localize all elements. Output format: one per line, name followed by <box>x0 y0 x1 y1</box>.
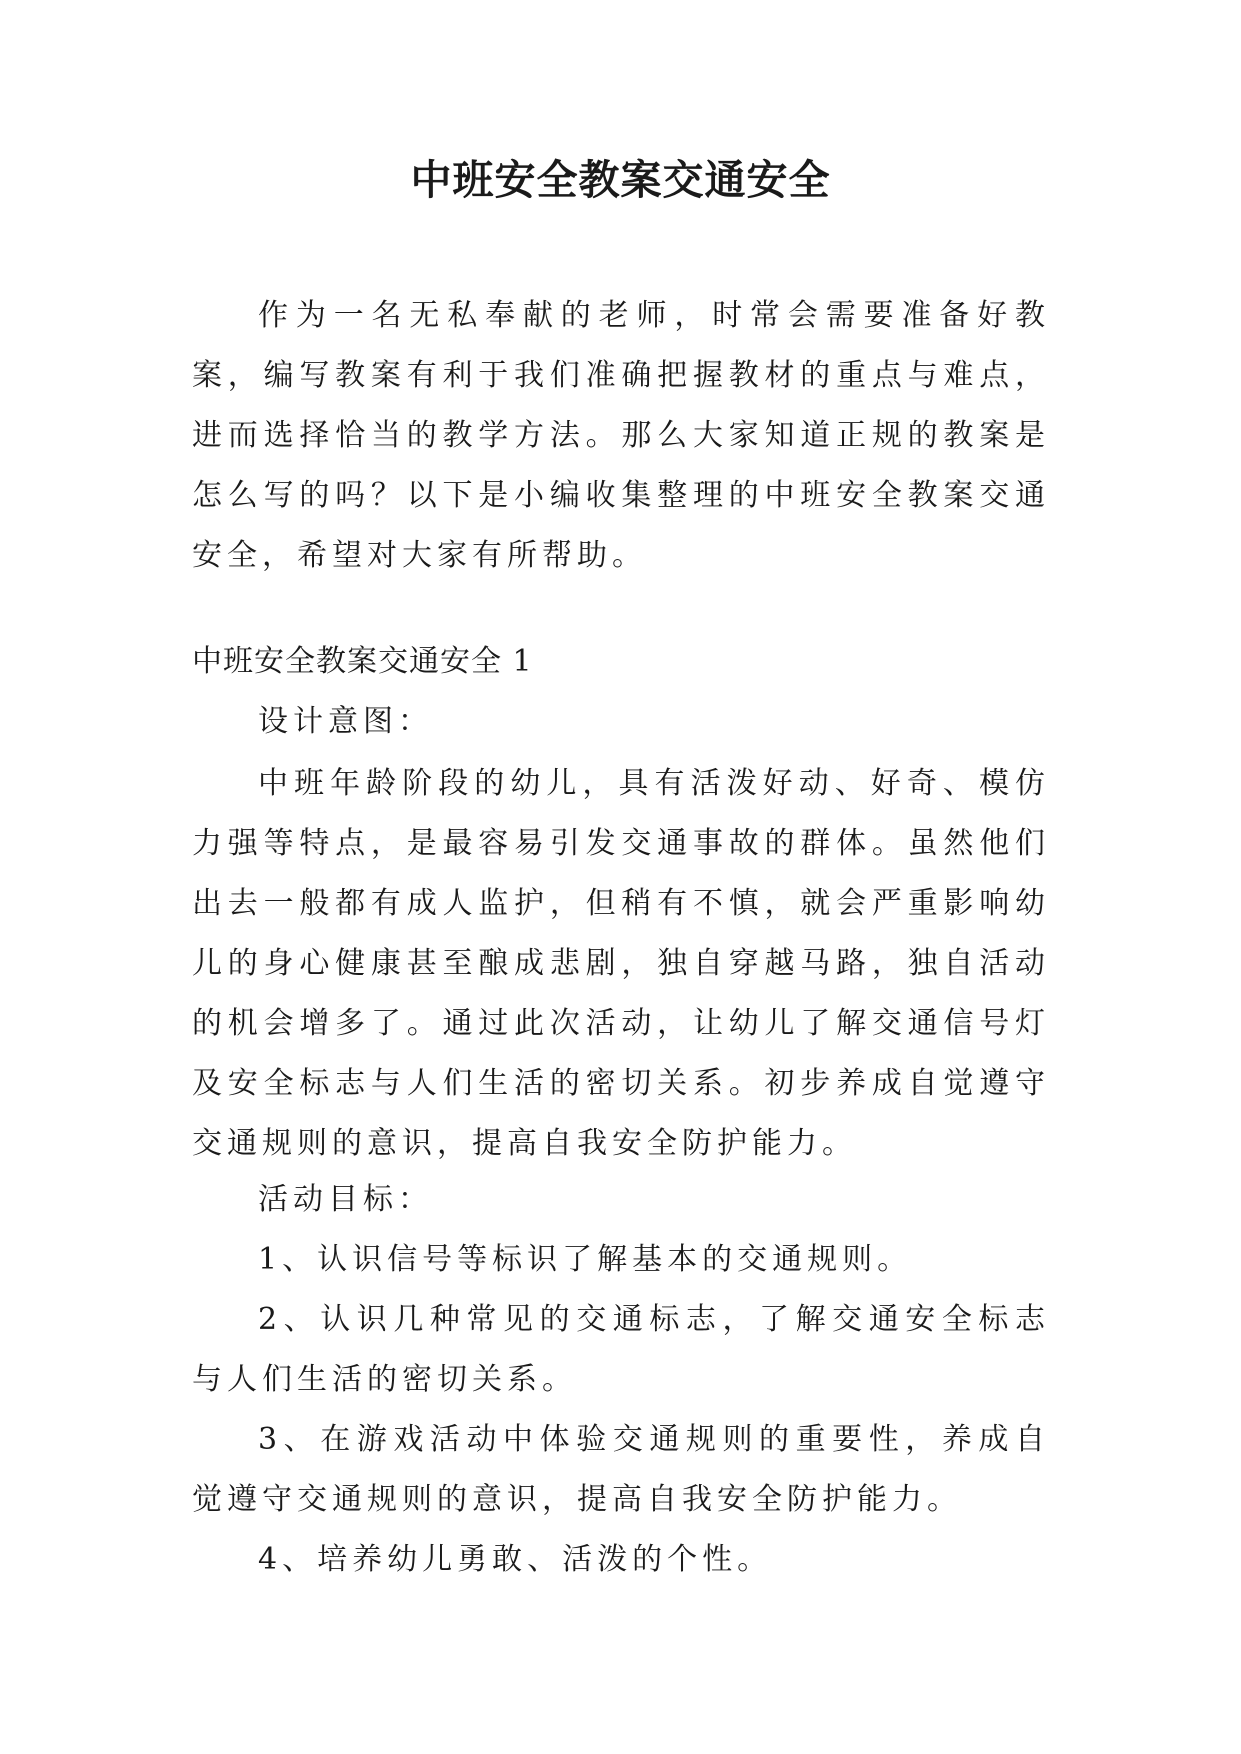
section-heading: 中班安全教案交通安全 1 <box>192 644 533 679</box>
activity-goals-label: 活动目标： <box>258 1182 433 1217</box>
design-intent-paragraph: 中班年龄阶段的幼儿，具有活泼好动、好奇、模仿力强等特点，是最容易引发交通事故的群体。虽然他们出去一般都有成人监护，但稍有不慎，就会严重影响幼儿的身心健康甚至酿成悲剧，独自穿越马路，独自活动的机会增多了。通过此次活动，让幼儿了解交通信号灯及安全标志与人们生活的密切关系。初步养成自觉遵守交通规则的意识，提高自我安全防护能力。 <box>192 766 1050 1161</box>
goal-item: 2、认识几种常见的交通标志，了解交通安全标志与人们生活的密切关系。 <box>192 1302 1050 1397</box>
goal-item: 3、在游戏活动中体验交通规则的重要性，养成自觉遵守交通规则的意识，提高自我安全防护能力。 <box>192 1422 1050 1517</box>
design-intent-label: 设计意图： <box>258 704 433 739</box>
goal-item: 1、认识信号等标识了解基本的交通规则。 <box>258 1242 913 1277</box>
goal-item: 4、培养幼儿勇敢、活泼的个性。 <box>258 1542 773 1577</box>
intro-paragraph: 作为一名无私奉献的老师，时常会需要准备好教案，编写教案有利于我们准确把握教材的重点与难点，进而选择恰当的教学方法。那么大家知道正规的教案是怎么写的吗？以下是小编收集整理的中班安全教案交通安全，希望对大家有所帮助。 <box>192 298 1050 573</box>
document-title: 中班安全教案交通安全 <box>410 156 831 204</box>
